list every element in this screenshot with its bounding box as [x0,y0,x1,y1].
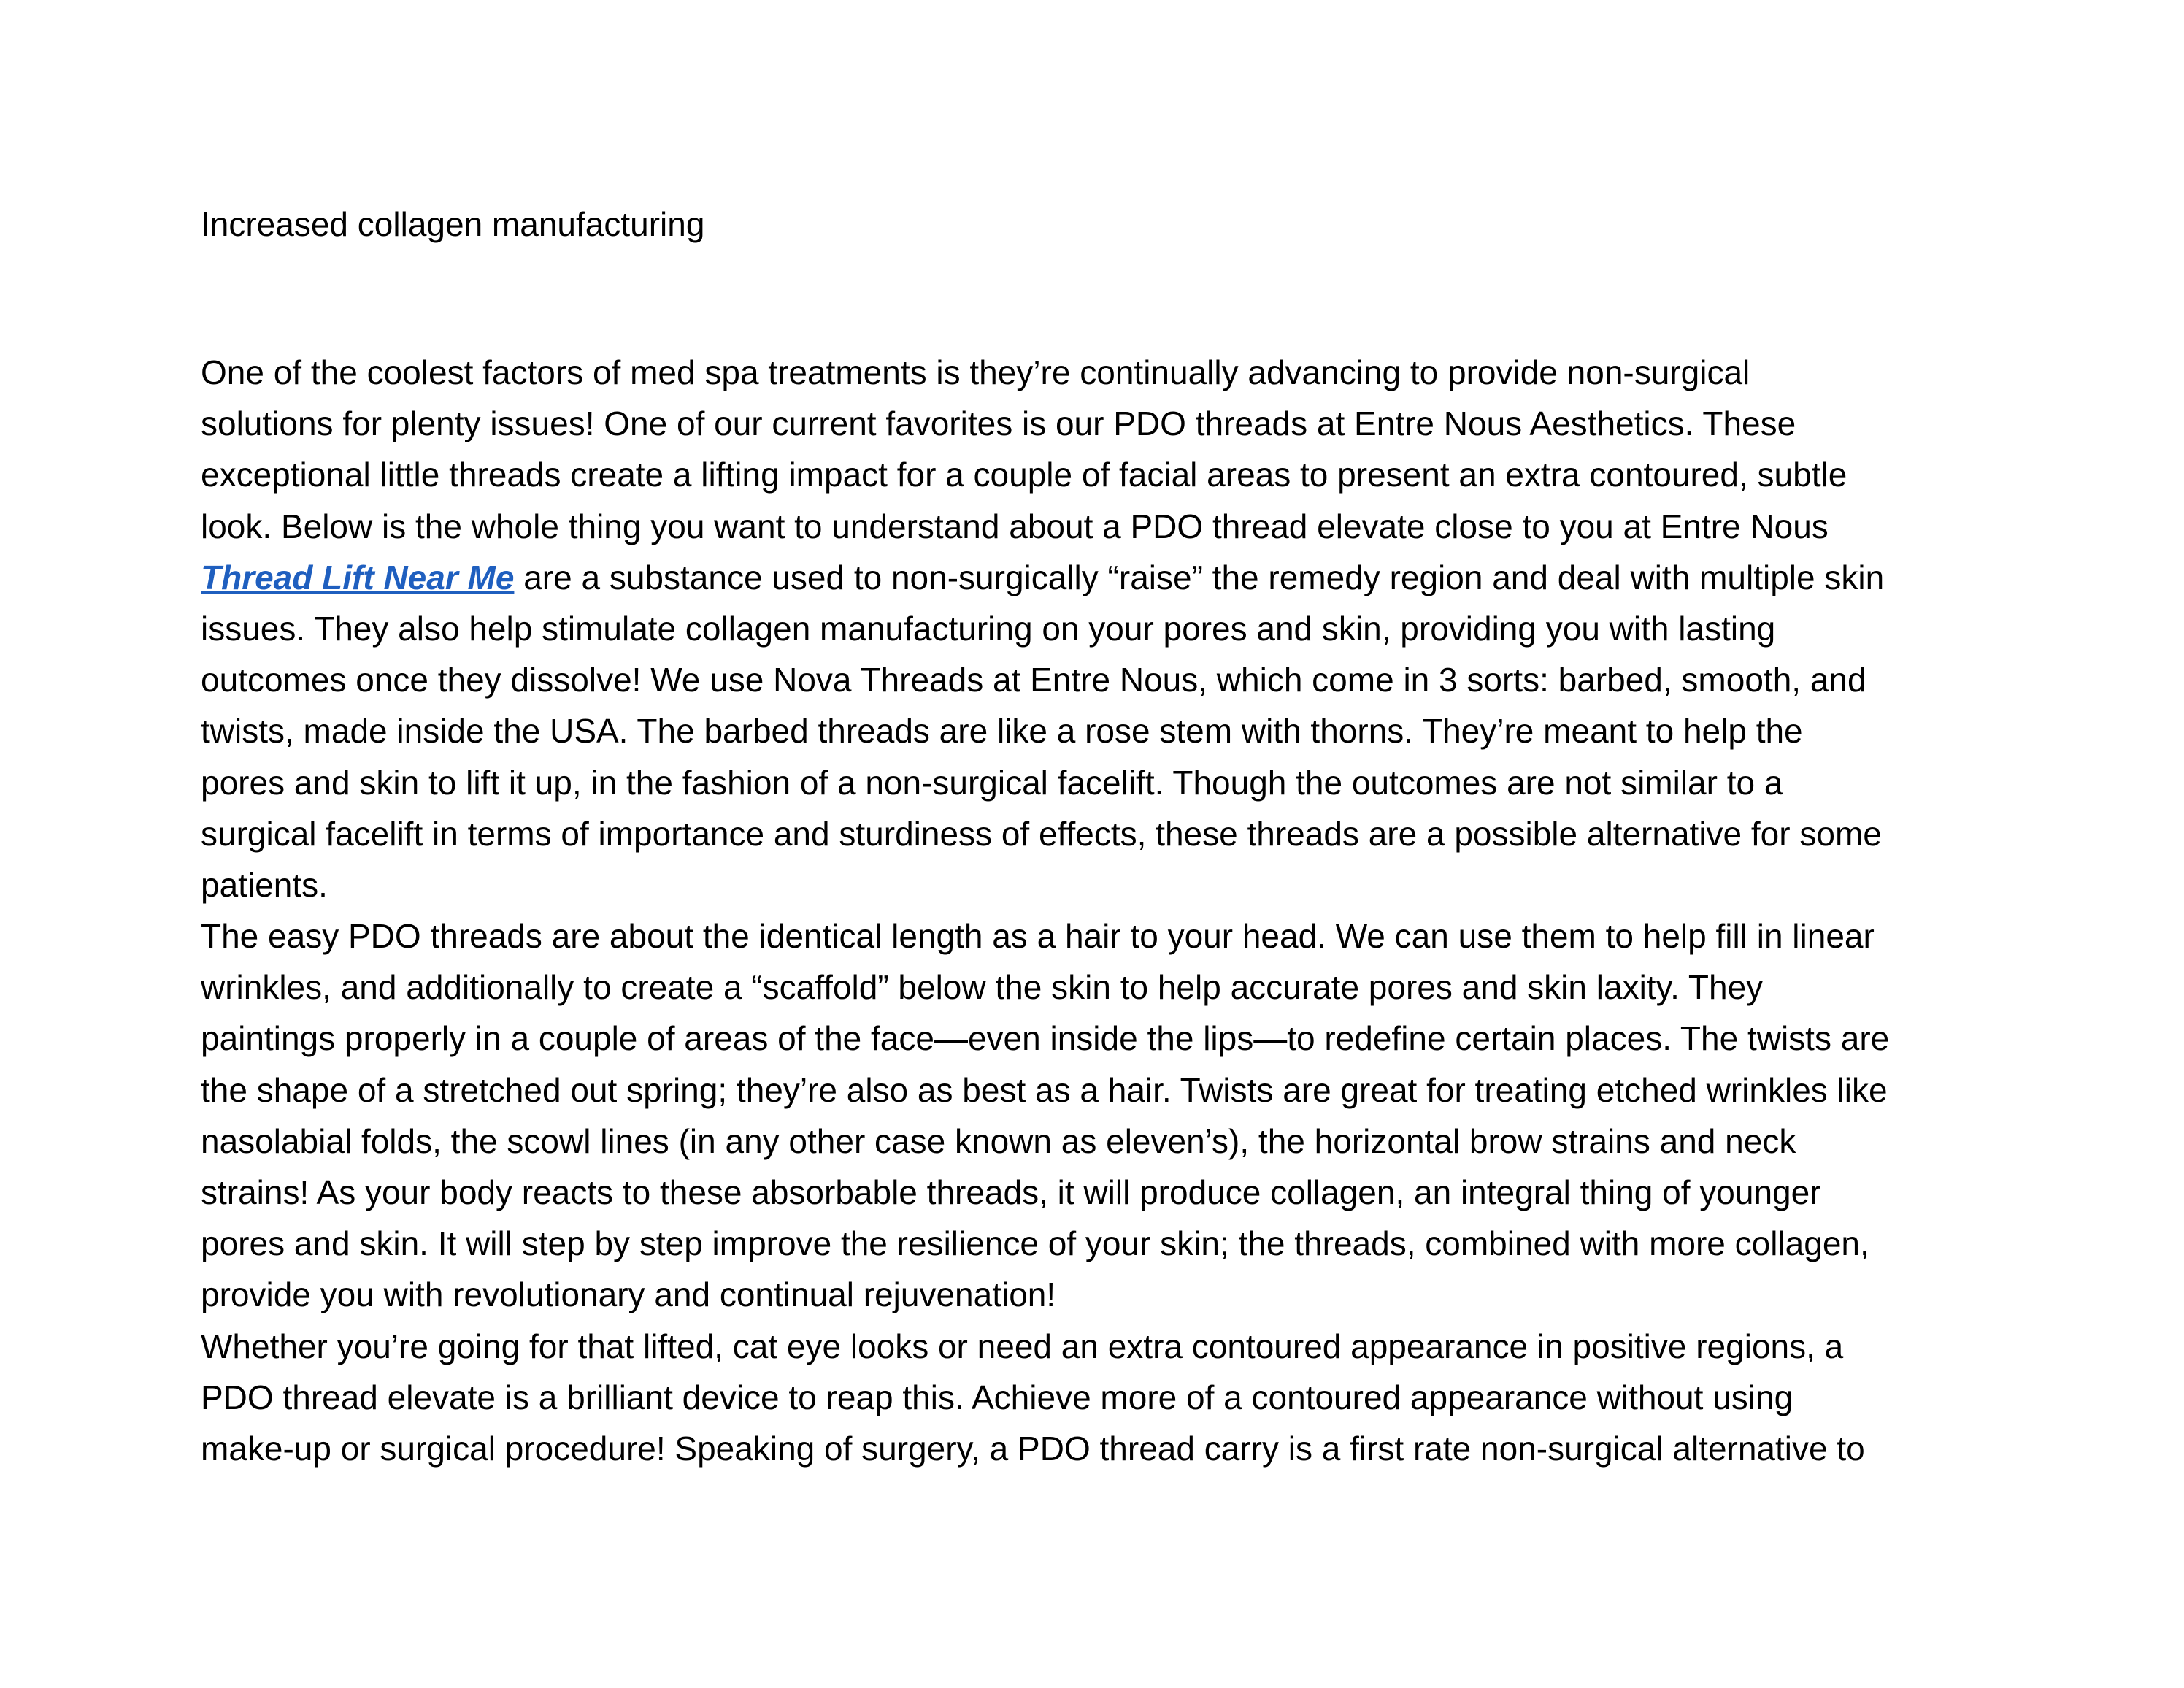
text-line: One of the coolest factors of med spa treatments is they’re continually advancing to provide non-surgical [201,353,1750,391]
text-line: patients. [201,865,328,904]
text-line: the shape of a stretched out spring; they’re also as best as a hair. Twists are great for treating etched wrinkles like [201,1070,1888,1109]
text-line: solutions for plenty issues! One of our current favorites is our PDO threads at Entre Nous Aesthetics. These [201,404,1796,443]
text-line: look. Below is the whole thing you want to understand about a PDO thread elevate close to you at Entre Nous [201,507,1829,545]
text-line: pores and skin to lift it up, in the fashion of a non-surgical facelift. Though the outcomes are not similar to a [201,763,1783,802]
text-line: pores and skin. It will step by step improve the resilience of your skin; the threads, combined with more collagen, [201,1224,1869,1263]
text-line: nasolabial folds, the scowl lines (in any other case known as eleven’s), the horizontal brow strains and neck [201,1121,1796,1160]
text-line: issues. They also help stimulate collagen manufacturing on your pores and skin, providing you with lasting [201,609,1776,648]
thread-lift-near-me-link[interactable]: Thread Lift Near Me [201,558,515,596]
article-body [201,347,2011,1474]
text-line: surgical facelift in terms of importance and sturdiness of effects, these threads are a possible alternative for some [201,814,1882,853]
text-line: The easy PDO threads are about the identical length as a hair to your head. We can use them to help fill in linear [201,917,1875,956]
text-line-with-link [201,552,2011,603]
text-line: Whether you’re going for that lifted, cat eye looks or need an extra contoured appearance in positive regions, a [201,1327,1844,1365]
text-line: strains! As your body reacts to these absorbable threads, it will produce collagen, an integral thing of younger [201,1173,1821,1211]
text-line: wrinkles, and additionally to create a “scaffold” below the skin to help accurate pores and skin laxity. They [201,968,1764,1007]
text-line: twists, made inside the USA. The barbed threads are like a rose stem with thorns. They’re meant to help the [201,712,1803,751]
text-line: make-up or surgical procedure! Speaking of surgery, a PDO thread carry is a first rate non-surgical alternative to [201,1429,1865,1468]
text-line-continuation: are a substance used to non-surgically “raise” the remedy region and deal with multiple skin [514,558,1885,596]
text-line: provide you with revolutionary and continual rejuvenation! [201,1275,1056,1314]
text-line: outcomes once they dissolve! We use Nova Threads at Entre Nous, which come in 3 sorts: barbed, smooth, and [201,661,1866,699]
text-line: PDO thread elevate is a brilliant device to reap this. Achieve more of a contoured appearance without using [201,1378,1793,1416]
text-line: paintings properly in a couple of areas of the face—even inside the lips—to redefine certain places. The twists are [201,1019,1890,1058]
page-heading: Increased collagen manufacturing [201,205,705,243]
text-line: exceptional little threads create a lifting impact for a couple of facial areas to present an extra contoured, subtle [201,456,1847,494]
